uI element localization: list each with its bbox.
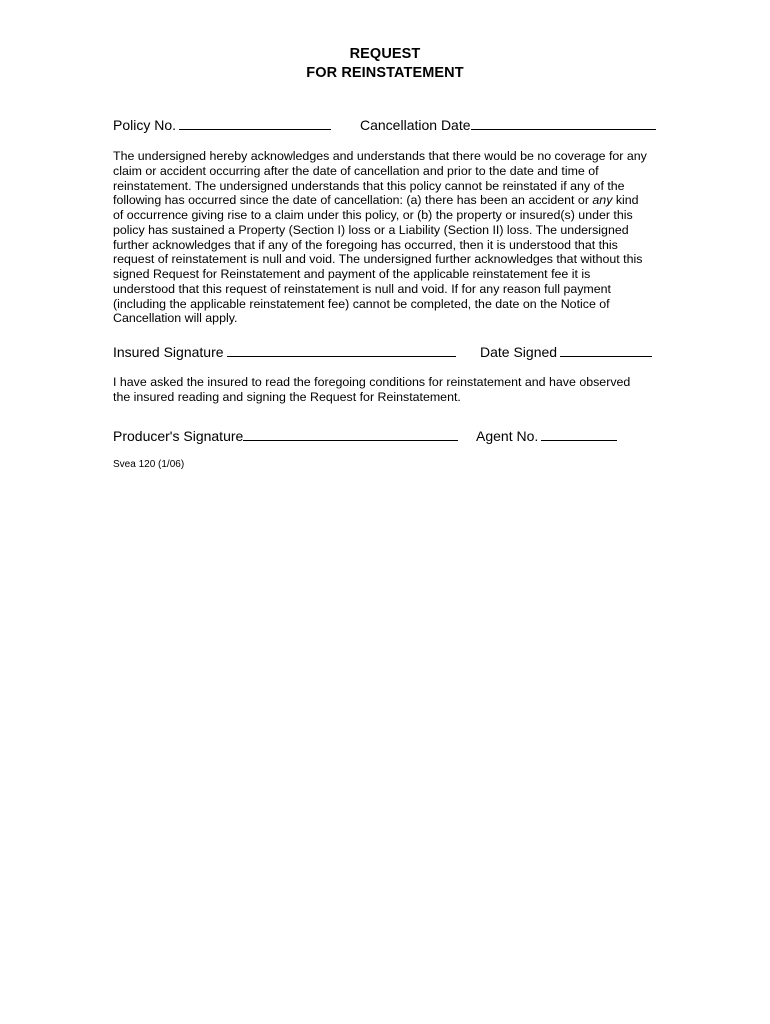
paragraph-line: claim or accident occurring after the date of cancellation and prior to the date and time of xyxy=(113,163,599,178)
form-code: Svea 120 (1/06) xyxy=(113,459,185,470)
date-signed-label: Date Signed xyxy=(480,344,558,360)
insured-signature-blank[interactable] xyxy=(227,343,456,357)
insured-signature-field xyxy=(113,343,456,360)
paragraph-line: The undersigned hereby acknowledges and understands that there would be no coverage for any xyxy=(113,149,647,163)
paragraph-line: policy has sustained a Property (Section I) loss or a Liability (Section II) loss. The undersigned xyxy=(113,222,629,237)
acknowledgement-paragraph xyxy=(113,149,673,326)
insured-signature-label: Insured Signature xyxy=(113,344,224,360)
agent-no-label: Agent No. xyxy=(476,428,539,444)
emphasis-any: any xyxy=(592,193,613,208)
policy-no-blank[interactable] xyxy=(179,116,331,130)
agent-no-field xyxy=(476,427,617,444)
paragraph-line: Cancellation will apply. xyxy=(113,311,238,326)
producer-signature-label: Producer's Signature xyxy=(113,428,244,444)
paragraph-line: understood that this request of reinstatement is null and void. If for any reason full payment xyxy=(113,281,611,296)
cancellation-date-label: Cancellation Date xyxy=(360,117,471,133)
policy-no-label: Policy No. xyxy=(113,117,177,133)
paragraph-line: reinstatement. The undersigned understands that this policy cannot be reinstated if any of the xyxy=(113,178,625,193)
agent-no-blank[interactable] xyxy=(541,427,617,441)
paragraph-line: further acknowledges that if any of the foregoing has occurred, then it is understood that this xyxy=(113,237,618,252)
date-signed-blank[interactable] xyxy=(560,343,652,357)
policy-no-field xyxy=(113,116,331,133)
producer-signature-blank[interactable] xyxy=(243,427,458,441)
paragraph-line-text: following has occurred since the date of cancellation: (a) there has been an accident or xyxy=(113,193,589,208)
paragraph-line: request of reinstatement is null and void. The undersigned further acknowledges that without this xyxy=(113,252,643,267)
paragraph-line: of occurrence giving rise to a claim under this policy, or (b) the property or insured(s) under this xyxy=(113,208,633,222)
paragraph-line: (including the applicable reinstatement fee) cannot be completed, the date on the Notice of xyxy=(113,296,610,311)
cancellation-date-blank[interactable] xyxy=(471,116,656,130)
document-title-line1: REQUEST xyxy=(349,46,421,62)
paragraph-line-with-emphasis xyxy=(113,193,673,208)
paragraph-line-tail: kind xyxy=(615,193,639,208)
date-signed-field xyxy=(480,343,652,360)
producer-signature-field xyxy=(113,427,458,444)
paragraph-line: I have asked the insured to read the foregoing conditions for reinstatement and have observed xyxy=(113,375,631,389)
paragraph-line: signed Request for Reinstatement and payment of the applicable reinstatement fee it is xyxy=(113,267,591,281)
document-title-line2: FOR REINSTATEMENT xyxy=(306,65,464,81)
paragraph-line: the insured reading and signing the Request for Reinstatement. xyxy=(113,389,461,404)
producer-statement-paragraph xyxy=(113,375,673,405)
cancellation-date-field xyxy=(360,116,656,133)
